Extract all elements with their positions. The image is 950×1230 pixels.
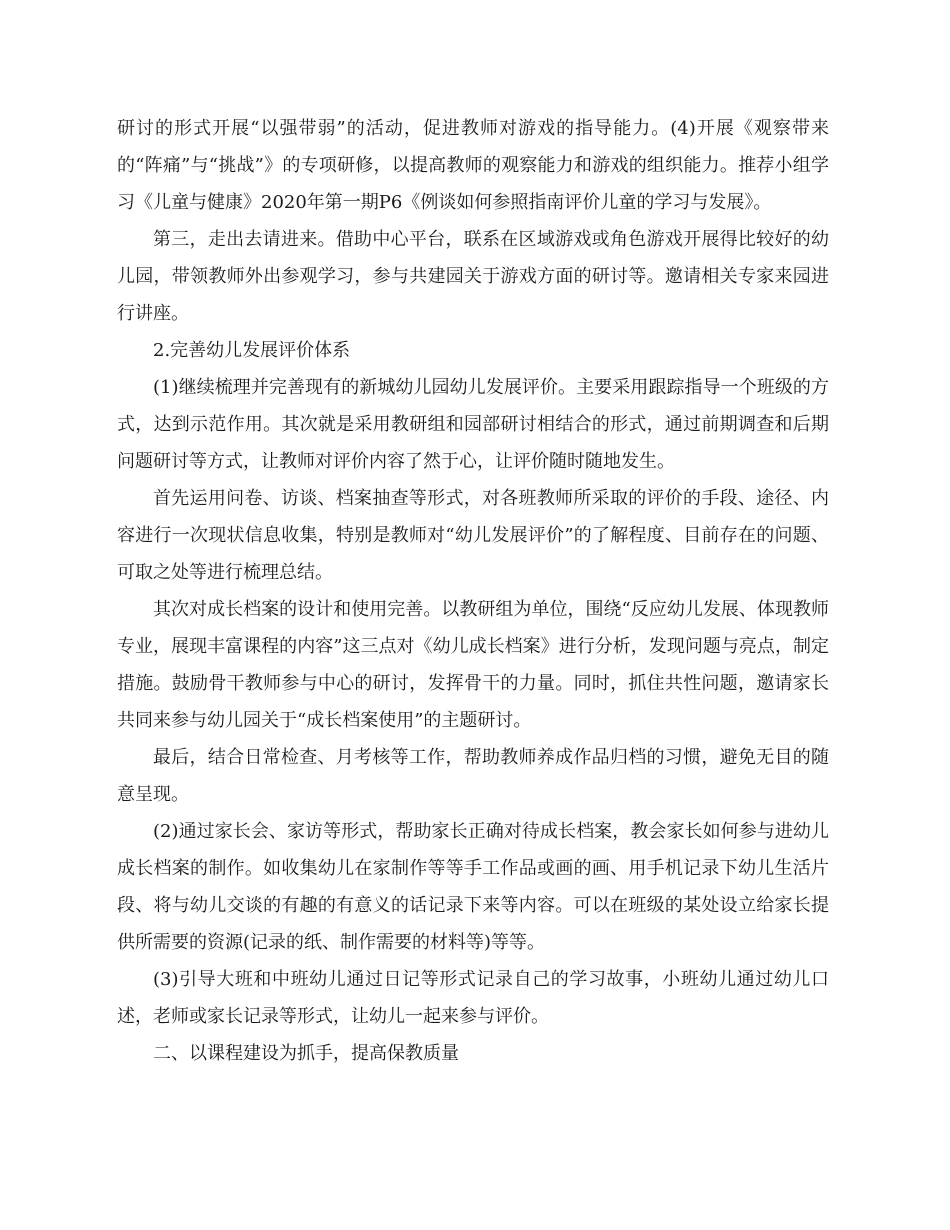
section-heading: 2.完善幼儿发展评价体系 [153,340,351,361]
paragraph: (1)继续梳理并完善现有的新城幼儿园幼儿发展评价。主要采用跟踪指导一个班级的方式，达到示范作用。其次就是采用教研组和园部研讨相结合的形式，通过前期调查和后期问题研讨等方式，让教师对评价内容了然于心，让评价随时随地发生。 [117,377,829,472]
paragraph: 其次对成长档案的设计和使用完善。以教研组为单位，围绕“反应幼儿发展、体现教师专业，展现丰富课程的内容”这三点对《幼儿成长档案》进行分析，发现问题与亮点，制定措施。鼓励骨干教师参与中心的研讨，发挥骨干的力量。同时，抓住共性问题，邀请家长共同来参与幼儿园关于“成长档案使用”的主题研讨。 [117,599,829,731]
paragraph: (2)通过家长会、家访等形式，帮助家长正确对待成长档案，教会家长如何参与进幼儿成长档案的制作。如收集幼儿在家制作等等手工作品或画的画、用手机记录下幼儿生活片段、将与幼儿交谈的有趣的有意义的话记录下来等内容。可以在班级的某处设立给家长提供所需要的资源(记录的纸、制作需要的材料等)等等。 [117,821,829,953]
paragraph: 研讨的形式开展“以强带弱”的活动，促进教师对游戏的指导能力。(4)开展《观察带来的“阵痛”与“挑战”》的专项研修，以提高教师的观察能力和游戏的组织能力。推荐小组学习《儿童与健康》2020年第一期P6《例谈如何参照指南评价儿童的学习与发展》。 [117,118,829,213]
paragraph: 第三，走出去请进来。借助中心平台，联系在区域游戏或角色游戏开展得比较好的幼儿园，带领教师外出参观学习，参与共建园关于游戏方面的研讨等。邀请相关专家来园进行讲座。 [117,229,829,324]
document-body [117,110,829,1072]
paragraph: 最后，结合日常检查、月考核等工作，帮助教师养成作品归档的习惯，避免无目的随意呈现。 [117,747,829,805]
paragraph: (3)引导大班和中班幼儿通过日记等形式记录自己的学习故事，小班幼儿通过幼儿口述，老师或家长记录等形式，让幼儿一起来参与评价。 [117,969,829,1027]
section-heading: 二、以课程建设为抓手，提高保教质量 [153,1043,459,1064]
paragraph: 首先运用问卷、访谈、档案抽查等形式，对各班教师所采取的评价的手段、途径、内容进行一次现状信息收集，特别是教师对“幼儿发展评价”的了解程度、目前存在的问题、可取之处等进行梳理总结。 [117,488,829,583]
